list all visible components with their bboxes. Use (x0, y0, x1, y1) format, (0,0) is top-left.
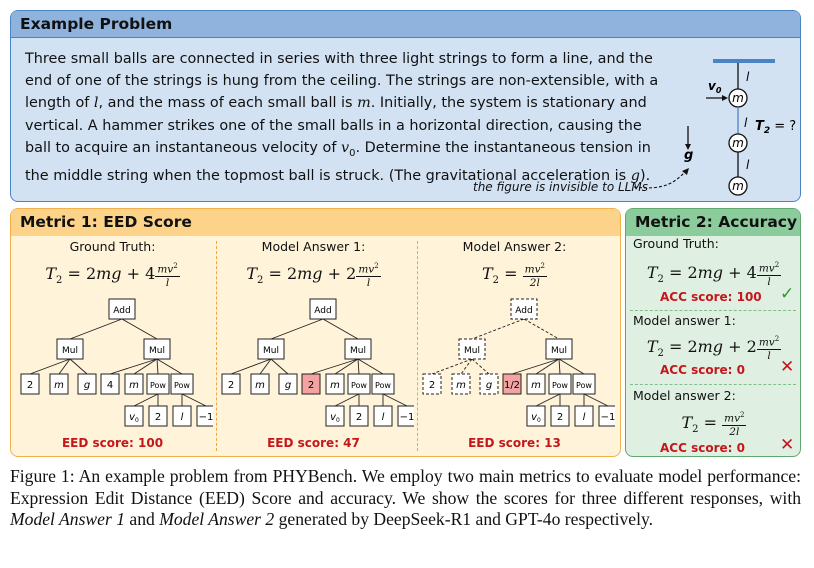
tree-edge (472, 359, 489, 374)
tree-pow: Pow (150, 381, 166, 390)
tree-edge (157, 359, 182, 374)
tree-leaf: m (531, 380, 541, 391)
tree-mul-right: Mul (350, 346, 366, 356)
tree-edge (512, 359, 559, 374)
tree-edge (70, 359, 87, 374)
tree-leaf: m (54, 380, 64, 391)
tree-mul-left: Mul (263, 346, 279, 356)
figure-note-arrow (626, 161, 706, 201)
tree-leaf: m (255, 380, 265, 391)
row-divider (630, 384, 796, 385)
tree-leaf: g (83, 380, 91, 391)
tree-edge (472, 319, 524, 339)
tree-leaf: −1 (198, 412, 213, 423)
tree-edge (559, 359, 584, 374)
example-problem-title: Example Problem (20, 15, 173, 33)
eed-formula: $T_2 = 2mg + 2$ $\frac{mv^2}{l}$ (246, 262, 379, 289)
tree-leaf: 2 (428, 380, 436, 391)
accuracy-title: Metric 2: Accuracy (635, 213, 798, 231)
eed-column (12, 208, 213, 457)
eed-score: EED score: 13 (468, 436, 561, 450)
figure-caption: Figure 1: An example problem from PHYBench. We employ two main metrics to evaluate model performance: Expression Edit Distance (EED) Score and accuracy. We show the scores for three different responses, with Model Answer 1 and Model Answer 2 generated by DeepSeek-R1 and GPT-4o respectively. (10, 466, 801, 530)
tree-root: Add (314, 306, 332, 316)
expression-tree (414, 294, 615, 434)
tree-leaf: 2 (154, 412, 162, 423)
accuracy-header (626, 209, 800, 236)
tree-root: Add (113, 306, 131, 316)
tree-pow: Pow (351, 381, 367, 390)
problem-text: Three small balls are connected in series with three light strings to form a line, and the end of one of the strings is hung from the ceiling. The strings are non-extensible, with a length of l, and the mass of each small ball is m. Initially, the system is stationary and vertical. A hammer strikes one of the small balls in a horizontal direction, causing the ball to acquire an instantaneous velocity of $v_0$. Determine the instantaneous tension in the middle string when the topmost ball is struck. (The gravitational acceleration is g). (25, 51, 659, 184)
tree-leaf: 2 (307, 380, 315, 391)
velocity-label: $v_0$ (708, 79, 722, 95)
tree-edge (70, 319, 122, 339)
check-icon: ✓ (780, 284, 795, 304)
tree-leaf: g (485, 380, 493, 391)
tree-mul-right: Mul (149, 346, 165, 356)
tree-leaf: m (330, 380, 340, 391)
tree-edge (524, 319, 559, 339)
eed-column-heading: Ground Truth: (69, 239, 156, 254)
tree-mul-right: Mul (551, 346, 567, 356)
accuracy-score: ACC score: 100 (660, 290, 762, 304)
string-middle-label: l (744, 116, 748, 130)
tree-leaf: 4 (106, 380, 114, 391)
accuracy-row-heading: Ground Truth: (633, 236, 719, 251)
tree-edge (358, 359, 383, 374)
tree-leaf: −1 (399, 412, 414, 423)
tree-edge (432, 359, 472, 374)
tree-edge (383, 394, 407, 406)
ceiling (713, 59, 775, 63)
accuracy-formula: $T_2$ = $\frac{mv^2}{2l}$ (681, 411, 745, 438)
tree-leaf: l (381, 412, 385, 423)
tree-leaf: g (284, 380, 292, 391)
tree-edge (271, 319, 323, 339)
tree-leaf: l (582, 412, 586, 423)
eed-column (414, 208, 615, 457)
eed-column-heading: Model Answer 1: (261, 239, 366, 254)
tree-edge (536, 394, 560, 406)
tree-leaf: l (180, 412, 184, 423)
tree-edge (323, 319, 358, 339)
tree-mul-left: Mul (62, 346, 78, 356)
example-problem-header (11, 11, 800, 38)
tree-pow: Pow (552, 381, 568, 390)
figure-note: the figure is invisible to LLMs (473, 180, 648, 194)
accuracy-row-heading: Model answer 1: (633, 313, 736, 328)
tree-mul-left: Mul (464, 346, 480, 356)
accuracy-formula: $T_2 = 2mg + 4$ $\frac{mv^2}{l}$ (646, 261, 780, 288)
tree-edge (182, 394, 206, 406)
string-top-label: l (746, 70, 750, 84)
tree-edge (110, 359, 157, 374)
accuracy-row-heading: Model answer 2: (633, 388, 736, 403)
string-bottom-label: l (746, 158, 750, 172)
ball-bottom-label: m (732, 179, 744, 193)
tree-leaf: $v_0$ (330, 412, 340, 424)
tree-edge (311, 359, 358, 374)
velocity-arrow-head (722, 95, 728, 101)
expression-tree (213, 294, 414, 434)
tree-edge (335, 359, 358, 374)
tree-leaf: $v_0$ (531, 412, 541, 424)
row-divider (630, 310, 796, 311)
eed-column-heading: Model Answer 2: (462, 239, 567, 254)
eed-score: EED score: 47 (267, 436, 360, 450)
expression-tree (12, 294, 213, 434)
accuracy-formula: $T_2 = 2mg + 2$ $\frac{mv^2}{l}$ (646, 335, 780, 362)
tree-leaf: 2 (556, 412, 564, 423)
tree-edge (134, 359, 157, 374)
tree-leaf: 2 (26, 380, 34, 391)
tree-edge (335, 394, 359, 406)
tree-leaf: 2 (227, 380, 235, 391)
tree-leaf: 1/2 (503, 380, 521, 391)
tree-edge (584, 394, 608, 406)
tree-pow: Pow (576, 381, 592, 390)
ball-top-label: m (732, 91, 744, 105)
tree-edge (559, 359, 560, 374)
tree-pow: Pow (375, 381, 391, 390)
cross-icon: ✕ (780, 435, 795, 455)
tree-edge (358, 359, 359, 374)
tension-label: $T_2$ = ? (755, 119, 796, 136)
tree-edge (122, 319, 157, 339)
gravity-label: g (684, 148, 694, 163)
tree-leaf: 2 (355, 412, 363, 423)
example-problem-panel (10, 10, 801, 202)
accuracy-score: ACC score: 0 (660, 441, 745, 455)
accuracy-score: ACC score: 0 (660, 363, 745, 377)
eed-score: EED score: 100 (61, 436, 164, 450)
tree-leaf: $v_0$ (129, 412, 139, 424)
tree-leaf: m (456, 380, 466, 391)
tree-edge (271, 359, 288, 374)
tree-edge (536, 359, 559, 374)
tree-leaf: m (129, 380, 139, 391)
tree-edge (157, 359, 158, 374)
tree-leaf: −1 (600, 412, 615, 423)
eed-column (213, 208, 414, 457)
cross-icon: ✕ (780, 357, 795, 377)
eed-title: Metric 1: EED Score (20, 213, 192, 231)
ball-middle-label: m (732, 136, 744, 150)
tree-root: Add (515, 306, 533, 316)
tree-pow: Pow (174, 381, 190, 390)
tree-edge (134, 394, 158, 406)
eed-formula: $T_2$ = $\frac{mv^2}{2l}$ (482, 262, 545, 289)
eed-formula: $T_2 = 2mg + 4$ $\frac{mv^2}{l}$ (45, 262, 178, 289)
